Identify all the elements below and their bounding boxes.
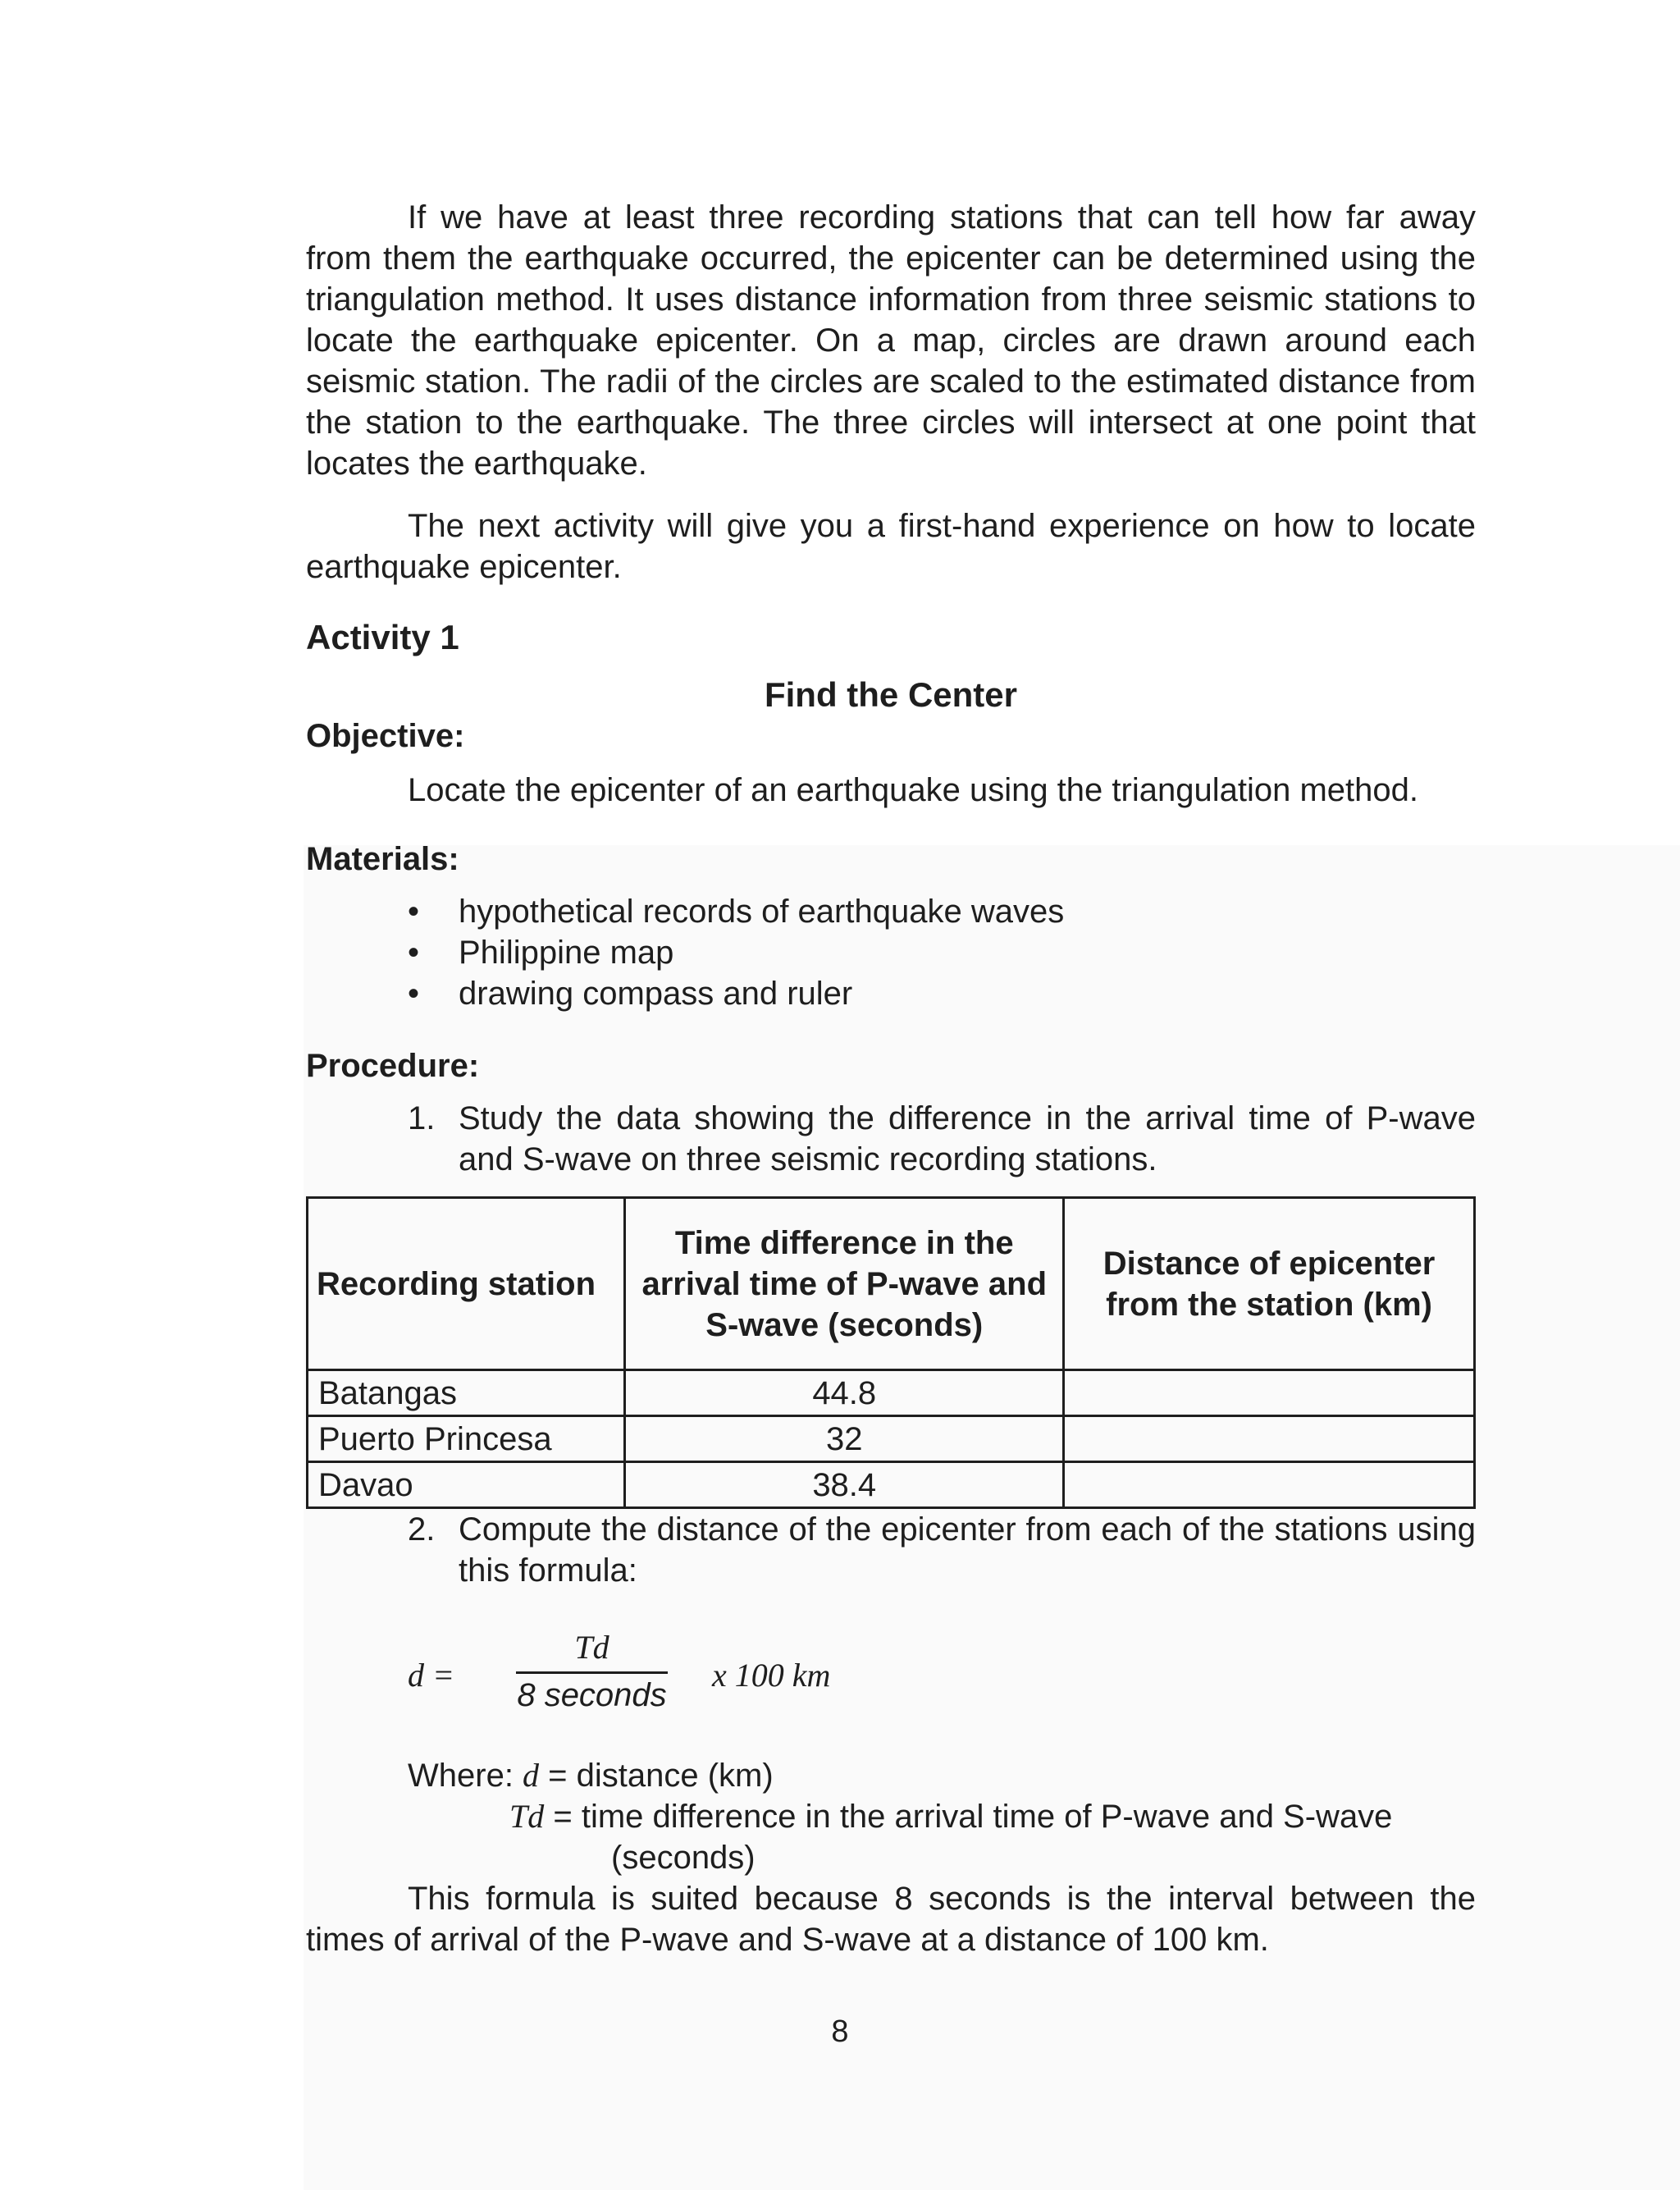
step-text: Study the data showing the difference in the arrival time of P-wave and S-wave on three seismic recording stations.	[459, 1100, 1476, 1177]
list-item: • hypothetical records of earthquake waves	[408, 891, 1476, 932]
formula-note: This formula is suited because 8 seconds is the interval between the times of arrival of the P-wave and S-wave at a distance of 100 km.	[306, 1881, 1476, 1958]
formula-numerator: Td	[574, 1629, 609, 1666]
formula-denominator: 8 seconds	[517, 1677, 667, 1713]
intro-paragraph-1: If we have at least three recording stations that can tell how far away from them the earthquake occurred, the epicenter can be determined using the triangulation method. It uses distance information from three seismic stations to locate the earthquake epicenter. On a map, circles are drawn around each seismic station. The radii of the circles are scaled to the estimated distance from the station to the earthquake. The three circles will intersect at one point that locates the earthquake.	[306, 199, 1476, 482]
column-header: Distance of epicenter from the station (km)	[1064, 1198, 1475, 1370]
activity-heading: Activity 1	[306, 618, 459, 656]
step-number: 2.	[408, 1511, 436, 1548]
formula-lhs: d =	[408, 1657, 454, 1694]
table-row	[308, 1462, 1475, 1508]
where-block	[306, 1755, 1476, 1878]
station-cell: Puerto Princesa	[308, 1416, 625, 1462]
column-header: Time difference in the arrival time of P-wave and S-wave (seconds)	[625, 1198, 1064, 1370]
bullet-icon: •	[408, 976, 420, 1012]
procedure-label: Procedure:	[306, 1048, 480, 1084]
station-cell: Davao	[308, 1462, 625, 1508]
column-header: Recording station	[308, 1198, 625, 1370]
formula-multiplier: x 100 km	[712, 1657, 831, 1694]
list-item: • drawing compass and ruler	[408, 973, 1476, 1014]
step-number: 1.	[408, 1100, 436, 1136]
distance-formula	[306, 1627, 1476, 1726]
bullet-icon: •	[408, 935, 420, 971]
distance-cell	[1064, 1370, 1475, 1416]
fraction-bar	[516, 1671, 668, 1674]
table-row	[308, 1370, 1475, 1416]
step-text: Compute the distance of the epicenter from each of the stations using this formula:	[459, 1511, 1476, 1589]
procedure-step-1	[306, 1098, 1476, 1180]
td-symbol: Td	[509, 1798, 545, 1835]
materials-label: Materials:	[306, 841, 459, 877]
data-table	[306, 1196, 1476, 1509]
time-cell: 32	[625, 1416, 1064, 1462]
materials-list	[306, 891, 1476, 1014]
where-line-td-cont: (seconds)	[611, 1840, 756, 1876]
page-content	[306, 197, 1476, 1960]
time-cell: 44.8	[625, 1370, 1064, 1416]
table-row	[308, 1416, 1475, 1462]
d-symbol: d	[523, 1757, 540, 1794]
intro-paragraph-2: The next activity will give you a first-hand experience on how to locate earthquake epicenter.	[306, 508, 1476, 585]
procedure-step-2	[306, 1509, 1476, 1591]
page-number: 8	[831, 2014, 849, 2049]
objective-text: Locate the epicenter of an earthquake using the triangulation method.	[408, 772, 1418, 808]
where-line-td: Td = time difference in the arrival time of P-wave and S-wave	[509, 1798, 1393, 1835]
station-cell: Batangas	[308, 1370, 625, 1416]
list-item: • Philippine map	[408, 932, 1476, 973]
objective-label: Objective:	[306, 718, 465, 754]
activity-title: Find the Center	[764, 675, 1017, 714]
time-cell: 38.4	[625, 1462, 1064, 1508]
distance-cell	[1064, 1462, 1475, 1508]
bullet-icon: •	[408, 894, 420, 930]
distance-cell	[1064, 1416, 1475, 1462]
where-line-d: Where: d = distance (km)	[408, 1757, 774, 1794]
